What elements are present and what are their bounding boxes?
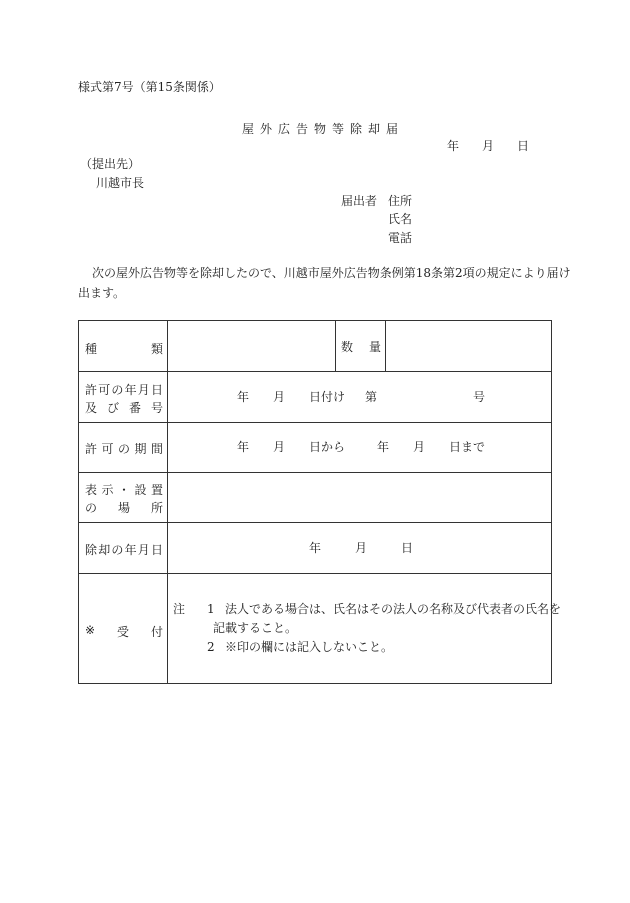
reception-label: ※ 受 付 xyxy=(85,623,163,639)
permit-period-label: 許 可 の 期 間 xyxy=(85,442,163,456)
row-divider xyxy=(79,371,551,372)
permit-period-field[interactable]: 年 月 日から 年 月 日まで xyxy=(237,440,486,454)
body-text-line1: 次の屋外広告物等を除却したので、川越市屋外広告物条例第18条第2項の規定により届け xyxy=(92,266,571,280)
note1-line1: 法人である場合は、氏名はその法人の名称及び代表者の氏名を xyxy=(225,602,562,616)
quantity-field[interactable] xyxy=(387,322,551,370)
notes-area xyxy=(169,574,562,682)
body-text-line2: 出ます。 xyxy=(78,286,126,300)
label-column-divider xyxy=(167,321,168,683)
removal-date-field[interactable]: 年 月 日 xyxy=(309,541,414,555)
note1-line2: 記載すること。 xyxy=(213,621,298,635)
note2-number: 2 xyxy=(207,640,215,654)
type-field[interactable] xyxy=(169,322,333,370)
note1-number: 1 xyxy=(207,602,215,616)
removal-date-label: 除 却 の 年 月 日 xyxy=(85,543,163,557)
date-year-label: 年 xyxy=(447,139,460,153)
row-divider xyxy=(79,522,551,523)
location-label-line2: の 場 所 xyxy=(85,501,163,515)
removal-table xyxy=(78,320,562,684)
location-label-line1: 表 示 ・ 設 置 xyxy=(85,483,163,497)
notes-prefix: 注 xyxy=(173,602,186,616)
submitter-phone-label: 電話 xyxy=(388,231,413,245)
quantity-label: 数 量 xyxy=(341,340,381,354)
submitter-address-label: 住所 xyxy=(388,194,413,208)
submitter-label: 届出者 xyxy=(341,194,378,208)
note2-text: ※印の欄には記入しないこと。 xyxy=(225,640,394,654)
addressee-label: （提出先） xyxy=(80,157,141,171)
permit-date-label-line2: 及 び 番 号 xyxy=(85,401,163,415)
date-day-label: 日 xyxy=(517,139,530,153)
date-month-label: 月 xyxy=(482,139,495,153)
submitter-name-label: 氏名 xyxy=(388,212,413,226)
form-title: 屋外広告物等除却届 xyxy=(242,122,405,136)
permit-date-field[interactable]: 年 月 日付け 第 号 xyxy=(237,390,486,404)
permit-date-label-line1: 許 可 の 年 月 日 xyxy=(85,383,163,397)
quantity-divider-right xyxy=(385,321,386,371)
quantity-divider-left xyxy=(335,321,336,371)
type-label: 種 類 xyxy=(85,342,163,356)
location-field[interactable] xyxy=(169,473,551,521)
form-number: 様式第7号（第15条関係） xyxy=(78,80,221,94)
addressee-name: 川越市長 xyxy=(96,176,145,190)
